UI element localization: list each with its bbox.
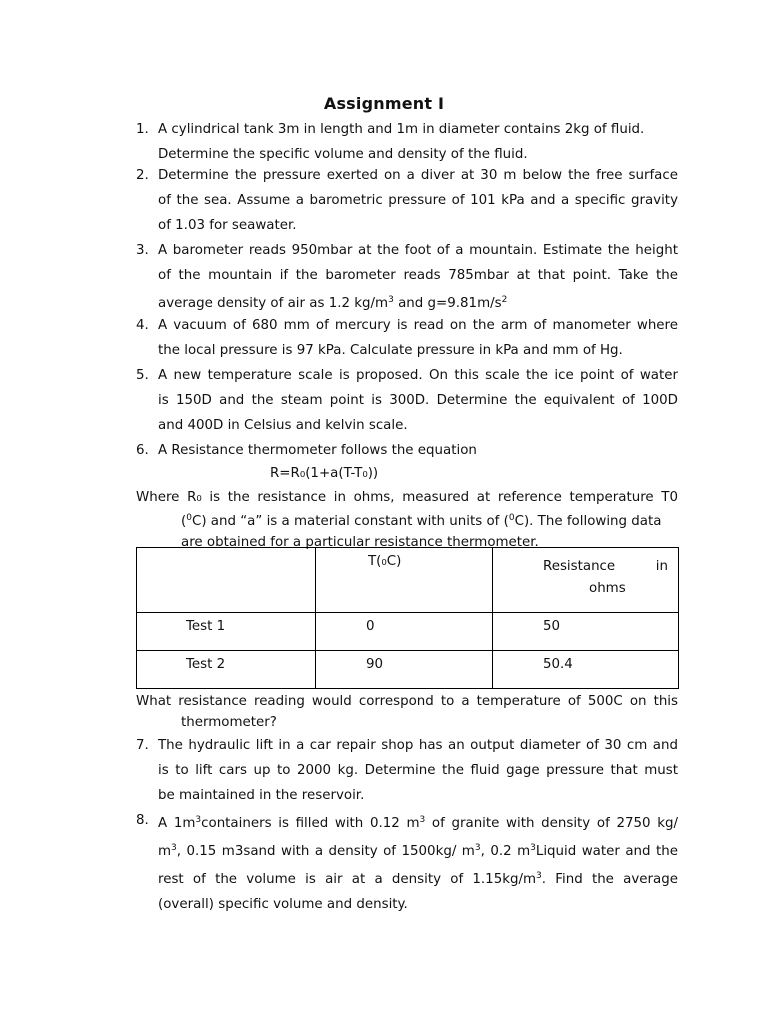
paragraph-line: What resistance reading would correspond to a temperature of 500C on this [136, 694, 678, 709]
header-temperature: T(₀C) [368, 554, 402, 569]
table-header-row [137, 548, 679, 613]
question-line: Determine the specific volume and density of the fluid. [158, 147, 528, 162]
table-cell [493, 651, 679, 689]
question-line: of the sea. Assume a barometric pressure of 101 kPa and a specific gravity [158, 193, 678, 208]
question-line: and 400D in Celsius and kelvin scale. [158, 418, 408, 433]
superscript: 3 [171, 843, 177, 853]
question-number: 4. [136, 318, 149, 333]
question-number: 1. [136, 122, 149, 137]
question-line: A vacuum of 680 mm of mercury is read on the arm of manometer where [158, 318, 678, 333]
table-row [137, 613, 679, 651]
question-5 [136, 363, 678, 438]
equation: R=R₀(1+a(T-T₀)) [270, 466, 379, 481]
question-number: 8. [136, 813, 149, 828]
question-number: 3. [136, 243, 149, 258]
question-line: A cylindrical tank 3m in length and 1m in diameter contains 2kg of fluid. [158, 122, 645, 137]
question-4 [136, 313, 678, 363]
question-line: of 1.03 for seawater. [158, 218, 297, 233]
text-run: rest of the volume is air at a density of 1.15kg/m [158, 872, 537, 887]
header-in: in [655, 559, 668, 574]
row-temperature: 0 [366, 619, 375, 634]
question-line: A Resistance thermometer follows the equation [158, 443, 477, 458]
table-row [137, 651, 679, 689]
question-1 [136, 117, 678, 167]
question-7 [136, 733, 678, 808]
question-line: of the mountain if the barometer reads 785mbar at that point. Take the [158, 268, 678, 283]
table-cell [137, 651, 316, 689]
row-resistance: 50 [543, 619, 561, 634]
text-run: C) and “a” is a material constant with units of ( [191, 514, 509, 529]
text-run: containers is filled with 0.12 m [201, 816, 420, 831]
header-resistance: Resistance [543, 559, 616, 574]
superscript: 3 [195, 815, 202, 825]
where-paragraph [136, 487, 678, 553]
question-line: A new temperature scale is proposed. On this scale the ice point of water [158, 368, 678, 383]
table-cell [316, 651, 493, 689]
question-number: 7. [136, 738, 149, 753]
table-cell [493, 613, 679, 651]
question-line [158, 836, 678, 864]
header-resistance-line [493, 548, 678, 579]
text-run: , 0.2 m [480, 844, 531, 859]
superscript: 3 [530, 843, 536, 853]
text-run: . Find the average [541, 872, 678, 887]
question-line: is 150D and the steam point is 300D. Determine the equivalent of 100D [158, 393, 678, 408]
text-run: ( [181, 514, 187, 529]
paragraph-line: are obtained for a particular resistance thermometer. [181, 535, 539, 550]
table-header-cell [493, 548, 679, 613]
question-number: 6. [136, 443, 149, 458]
text-run: average density of air as 1.2 kg/m [158, 296, 389, 311]
table-cell [316, 613, 493, 651]
text-run: C). The following data [514, 514, 662, 529]
question-line [158, 288, 678, 316]
text-run: A 1m [158, 816, 196, 831]
question-line: is to lift cars up to 2000 kg. Determine the fluid gage pressure that must [158, 763, 678, 778]
question-2 [136, 163, 678, 238]
text-run: , 0.15 m3sand with a density of 1500kg/ m [176, 844, 475, 859]
question-line: (overall) specific volume and density. [158, 897, 408, 912]
question-8 [136, 808, 678, 917]
question-number: 2. [136, 168, 149, 183]
header-ohms: ohms [589, 581, 626, 596]
question-number: 5. [136, 368, 149, 383]
row-temperature: 90 [366, 657, 384, 672]
superscript: 0 [508, 513, 515, 523]
data-table [136, 547, 679, 689]
paragraph-line [136, 508, 678, 532]
row-label: Test 1 [186, 619, 226, 634]
superscript: 3 [419, 815, 426, 825]
after-table-paragraph [136, 691, 678, 733]
paragraph-line: thermometer? [181, 715, 277, 730]
row-resistance: 50.4 [543, 657, 573, 672]
question-line [158, 864, 678, 892]
table-header-cell [137, 548, 316, 613]
question-line: the local pressure is 97 kPa. Calculate pressure in kPa and mm of Hg. [158, 343, 623, 358]
superscript: 3 [474, 843, 481, 853]
question-6 [136, 438, 678, 463]
row-label: Test 2 [186, 657, 226, 672]
question-line [158, 808, 678, 836]
table-cell [137, 613, 316, 651]
text-run: m [158, 844, 172, 859]
text-run: and g=9.81m/s [393, 296, 502, 311]
question-line: be maintained in the reservoir. [158, 788, 365, 803]
question-line: Determine the pressure exerted on a diver at 30 m below the free surface [158, 168, 678, 183]
text-run: of granite with density of 2750 kg/ [425, 816, 678, 831]
text-run: Liquid water and the [535, 844, 678, 859]
superscript: 2 [501, 295, 508, 305]
superscript: 3 [388, 295, 394, 305]
question-3 [136, 238, 678, 316]
paragraph-line: Where R₀ is the resistance in ohms, measured at reference temperature T0 [136, 490, 678, 505]
table-header-cell [316, 548, 493, 613]
page-title: Assignment I [323, 94, 445, 113]
question-line: The hydraulic lift in a car repair shop has an output diameter of 30 cm and [158, 738, 678, 753]
superscript: 3 [536, 871, 542, 881]
superscript: 0 [186, 513, 192, 523]
question-line: A barometer reads 950mbar at the foot of a mountain. Estimate the height [158, 243, 678, 258]
